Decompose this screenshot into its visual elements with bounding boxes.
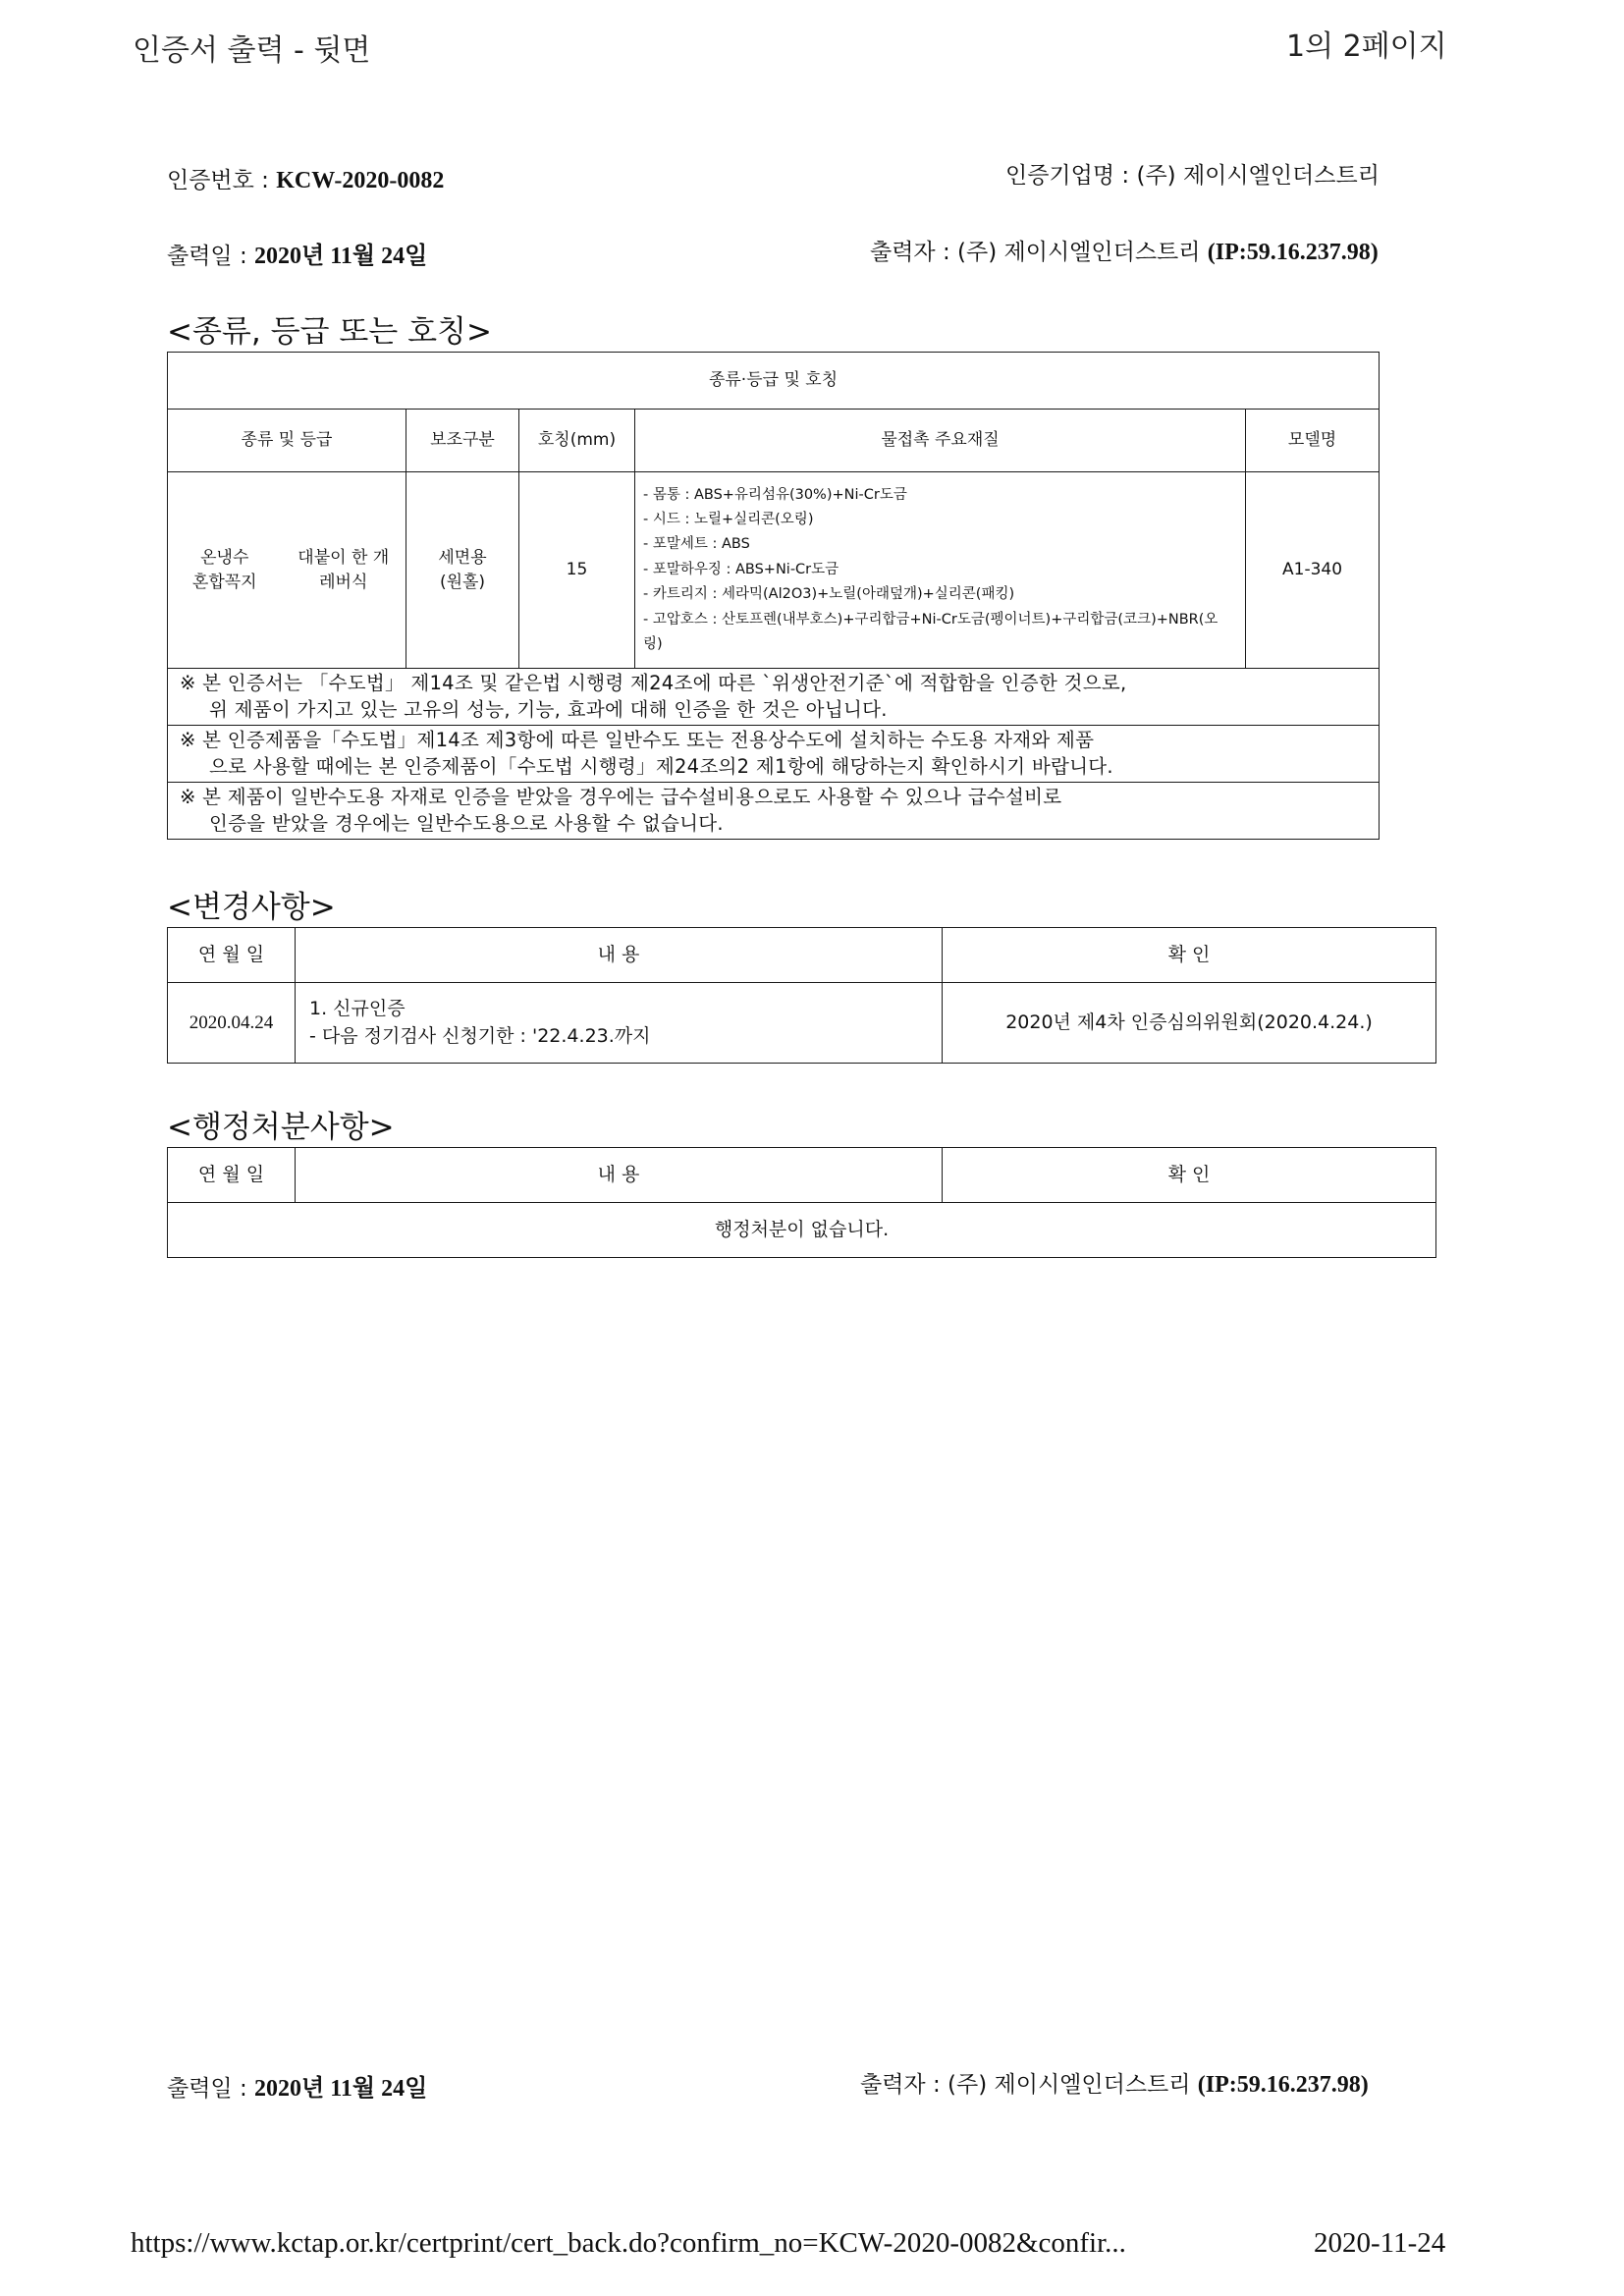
type-grade-table xyxy=(167,352,1380,840)
printer-company: (주) 제이시엘인더스트리 xyxy=(947,2072,1191,2098)
changes-table xyxy=(167,927,1436,1064)
material-line: - 몸통 : ABS+유리섬유(30%)+Ni-Cr도금 xyxy=(643,486,907,503)
print-date-bottom xyxy=(167,2068,427,2103)
printer-label: 출력자 : xyxy=(870,240,950,265)
printer-ip: (IP:59.16.237.98) xyxy=(1197,2072,1369,2098)
print-date-label: 출력일 : xyxy=(167,2076,247,2102)
footer-url: https://www.kctap.or.kr/certprint/cert_back.do?confirm_no=KCW-2020-0082&confir... xyxy=(131,2227,1126,2259)
footer-date: 2020-11-24 xyxy=(1314,2227,1446,2259)
printer-info xyxy=(870,234,1379,266)
header-content: 내 용 xyxy=(296,1148,943,1203)
change-confirm: 2020년 제4차 인증심의위원회(2020.4.24.) xyxy=(943,983,1436,1064)
company-label: 인증기업명 : xyxy=(1005,163,1130,189)
print-header-title: 인증서 출력 - 뒷면 xyxy=(133,33,371,68)
material-line: - 카트리지 : 세라믹(Al2O3)+노릴(아래덮개)+실리콘(패킹) xyxy=(643,586,1015,603)
header-confirm: 확 인 xyxy=(943,1148,1436,1203)
header-date: 연 월 일 xyxy=(168,1148,296,1203)
cell-model: A1-340 xyxy=(1246,472,1380,669)
printer-ip: (IP:59.16.237.98) xyxy=(1207,240,1379,265)
header-date: 연 월 일 xyxy=(168,928,296,983)
printer-company: (주) 제이시엘인더스트리 xyxy=(957,240,1201,265)
cell-size: 15 xyxy=(519,472,635,669)
note-line: 으로 사용할 때에는 본 인증제품이「수도법 시행령」제24조의2 제1항에 해당하는지 확인하시기 바랍니다. xyxy=(209,755,1113,779)
material-line: - 포말세트 : ABS xyxy=(643,536,750,553)
header-type-grade: 종류 및 등급 xyxy=(168,410,406,472)
header-content: 내 용 xyxy=(296,928,943,983)
cert-number-label: 인증번호 : xyxy=(167,168,269,193)
header-model: 모델명 xyxy=(1246,410,1380,472)
change-content-line: - 다음 정기검사 신청기한 : '22.4.23.까지 xyxy=(309,1024,651,1047)
page-indicator: 1의 2페이지 xyxy=(1286,29,1447,64)
company-name xyxy=(1005,157,1380,190)
note-line: 인증을 받았을 경우에는 일반수도용으로 사용할 수 없습니다. xyxy=(209,812,724,836)
print-date xyxy=(167,236,427,270)
admin-empty-message: 행정처분이 없습니다. xyxy=(168,1203,1436,1258)
print-date-value: 2020년 11월 24일 xyxy=(254,244,428,269)
section-admin-actions-title: <행정처분사항> xyxy=(167,1110,395,1145)
table-title: 종류·등급 및 호칭 xyxy=(168,353,1380,410)
note-1 xyxy=(168,669,1380,726)
cell-grade: 대붙이 한 개 레버식 xyxy=(282,472,406,669)
note-line: ※ 본 인증제품을「수도법」제14조 제3항에 따른 일반수도 또는 전용상수도에 설치하는 수도용 자재와 제품 xyxy=(180,728,1095,751)
print-date-label: 출력일 : xyxy=(167,244,247,269)
cell-materials xyxy=(635,472,1246,669)
cell-type: 온냉수 혼합꼭지 xyxy=(168,472,282,669)
cell-sub-class: 세면용 (원홀) xyxy=(406,472,519,669)
company-value: (주) 제이시엘인더스트리 xyxy=(1136,163,1380,189)
admin-actions-table xyxy=(167,1147,1436,1258)
note-3 xyxy=(168,782,1380,839)
note-line: 위 제품이 가지고 있는 고유의 성능, 기능, 효과에 대해 인증을 한 것은 아닙니다. xyxy=(209,698,888,722)
print-date-value: 2020년 11월 24일 xyxy=(254,2076,428,2102)
header-sub-class: 보조구분 xyxy=(406,410,519,472)
header-size: 호칭(mm) xyxy=(519,410,635,472)
printer-label: 출력자 : xyxy=(860,2072,941,2098)
header-confirm: 확 인 xyxy=(943,928,1436,983)
note-line: ※ 본 인증서는 「수도법」 제14조 및 같은법 시행령 제24조에 따른 `위생안전기준`에 적합함을 인증한 것으로, xyxy=(180,672,1127,694)
note-line: ※ 본 제품이 일반수도용 자재로 인증을 받았을 경우에는 급수설비용으로도 사용할 수 있으나 급수설비로 xyxy=(180,785,1062,808)
section-changes-title: <변경사항> xyxy=(167,890,336,925)
material-line: - 포말하우징 : ABS+Ni-Cr도금 xyxy=(643,561,839,577)
change-content-line: 1. 신규인증 xyxy=(309,997,406,1019)
material-line: - 시드 : 노릴+실리콘(오링) xyxy=(643,512,814,528)
cert-number xyxy=(167,162,444,194)
section-type-grade-title: <종류, 등급 또는 호칭> xyxy=(167,314,492,350)
material-line: - 고압호스 : 산토프렌(내부호스)+구리합금+Ni-Cr도금(펭이너트)+구리합금(코크)+NBR(오링) xyxy=(643,611,1218,652)
change-date: 2020.04.24 xyxy=(168,983,296,1064)
printer-info-bottom xyxy=(860,2066,1369,2099)
note-2 xyxy=(168,725,1380,782)
cert-number-value: KCW-2020-0082 xyxy=(276,168,445,193)
header-material: 물접촉 주요재질 xyxy=(635,410,1246,472)
change-content xyxy=(296,983,943,1064)
